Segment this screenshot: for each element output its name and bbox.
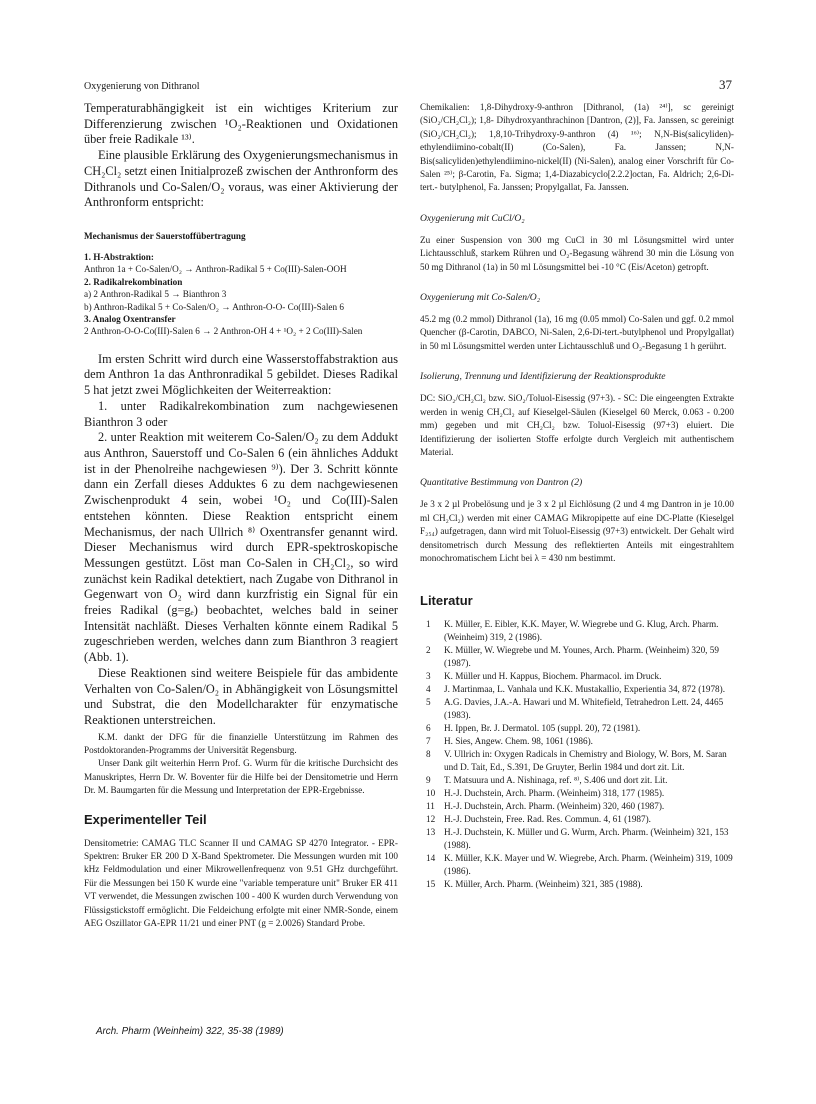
mechanism-equation: 2 Anthron-O-O-Co(III)-Salen 6 → 2 Anthron-OH 4 + ¹O₂ + 2 Co(III)-Salen bbox=[84, 326, 363, 337]
reference-item bbox=[420, 670, 734, 683]
reference-text: H.-J. Duchstein, Free. Rad. Res. Commun. 4, 61 (1987). bbox=[444, 814, 651, 825]
reference-text: H. Ippen, Br. J. Dermatol. 105 (suppl. 20), 72 (1981). bbox=[444, 723, 641, 734]
reference-number: 11 bbox=[426, 801, 435, 812]
mechanism-equation: a) 2 Anthron-Radikal 5 → Bianthron 3 bbox=[84, 289, 227, 300]
subsection-title: Oxygenierung mit CuCl/O₂ bbox=[420, 212, 525, 224]
reference-item bbox=[420, 800, 734, 813]
paragraph: 2. unter Reaktion mit weiterem Co-Salen/O₂ zu dem Addukt aus Anthron, Sauerstoff und Co-Salen 6 (ein ähnliches Addukt ist in der Phenolreihe nachgewiesen ⁹⁾). Der 3. Schritt könnte dann ein Zerfall dieses Adduktes 6 zu dem nachgewiesenen Zwischenprodukt 4 sein, wobei ¹O₂ und Co(III)-Salen entstehen könnten. Diese Reaktion entspricht einem Mechanismus, der nach Ullrich ⁸⁾ Oxentransfer genannt wird. Dieser Mechanismus wird durch EPR-spektroskopische Messungen gestützt. Löst man Co-Salen in CH₂Cl₂, so wird zunächst kein Radikal detektiert, nach Zugabe von Dithranol in Gegenwart von O₂ wird dann kurzfristig ein Signal für ein freies Radikal (g=gₑ) beobachtet, welches bald in seiner Intensität nachläßt. Dieses Verhalten könnte einem Radikal 5 zugeschrieben werden, welches dann zum Bianthron 3 reagiert (Abb. 1). bbox=[84, 430, 398, 665]
reference-number: 5 bbox=[426, 697, 431, 708]
reference-text: H.-J. Duchstein, K. Müller und G. Wurm, Arch. Pharm. (Weinheim) 321, 153 (1988). bbox=[444, 827, 729, 851]
reference-number: 6 bbox=[426, 723, 431, 734]
reference-list bbox=[420, 618, 734, 891]
reference-text: H.-J. Duchstein, Arch. Pharm. (Weinheim) 318, 177 (1985). bbox=[444, 788, 665, 799]
mechanism-block bbox=[84, 251, 398, 338]
reference-item bbox=[420, 813, 734, 826]
method-paragraph: 45.2 mg (0.2 mmol) Dithranol (1a), 16 mg (0.05 mmol) Co-Salen und ggf. 0.2 mmol Quencher (β-Carotin, DABCO, Ni-Salen, 2,6-Di-tert.-butylphenol und Propylgallat) in 50 ml Lösungsmittel werden unter Lichtausschluß und O₂-Begasung 1 h gerührt. bbox=[420, 314, 734, 351]
reference-number: 4 bbox=[426, 684, 431, 695]
reference-text: T. Matsuura und A. Nishinaga, ref. ⁸⁾, S.406 und dort zit. Lit. bbox=[444, 775, 668, 786]
reference-item bbox=[420, 735, 734, 748]
reference-item bbox=[420, 787, 734, 800]
mechanism-step-heading: 2. Radikalrekombination bbox=[84, 276, 183, 287]
acknowledgement: Unser Dank gilt weiterhin Herrn Prof. G. Wurm für die kritische Durchsicht des Manuskriptes, Herrn Dr. W. Boventer für die Hilfe bei der Densitometrie und Herrn Dr. M. Baumgarten für die Messung und Interpretation der EPR-Ergebnisse. bbox=[84, 758, 398, 796]
subsection-title: Quantitative Bestimmung von Dantron (2) bbox=[420, 477, 583, 489]
mechanism-step-heading: 3. Analog Oxentransfer bbox=[84, 313, 176, 324]
mechanism-equation: b) Anthron-Radikal 5 + Co-Salen/O₂ → Anthron-O-O- Co(III)-Salen 6 bbox=[84, 301, 344, 312]
method-paragraph: Je 3 x 2 µl Probelösung und je 3 x 2 µl Eichlösung (2 und 4 mg Dantron in je 10.00 ml CH₂Cl₂) werden mit einer CAMAG Mikropipette auf eine DC-Platte (Kieselgel F₂₅₄) aufgetragen, dann wird mit Toluol-Eisessig (97+3) entwickelt. Der Gehalt wird densitometrisch durch Messung des reflektierten Anteils mit eingestrahltem monochromatischem Licht bei λ = 430 nm bestimmt. bbox=[420, 499, 734, 563]
reference-text: K. Müller, W. Wiegrebe und M. Younes, Arch. Pharm. (Weinheim) 320, 59 (1987). bbox=[444, 645, 719, 669]
reference-text: K. Müller, K.K. Mayer und W. Wiegrebe, Arch. Pharm. (Weinheim) 319, 1009 (1986). bbox=[444, 853, 733, 877]
mechanism-equation: Anthron 1a + Co-Salen/O₂ → Anthron-Radikal 5 + Co(III)-Salen-OOH bbox=[84, 264, 347, 275]
chemicals-paragraph: Chemikalien: 1,8-Dihydroxy-9-anthron [Dithranol, (1a) ²⁴⁾], sc gereinigt (SiO₂/CH₂Cl₂); 1,8- Dihydroxyanthrachinon [Dantron, (2)], Fa. Janssen, sc gereinigt (SiO₂/CH₂Cl₂); 1,8,10-Trihydroxy-9-anthron (4) ¹⁶⁾; N,N-Bis(salicyliden)-ethylendiimino-cobalt(II) (Co-Salen), Fa. Janssen; N,N- Bis(salicyliden)ethylendiimino-nickel(II) (Ni-Salen), analog einer Vorschrift für Co-Salen ²⁵⁾; β-Carotin, Fa. Sigma; 1,4-Diazabicyclo[2.2.2]octan, Fa. Aldrich; 2,6-Di-tert.- butylphenol, Fa. Janssen; Propylgallat, Fa. Janssen. bbox=[420, 102, 734, 193]
reference-number: 12 bbox=[426, 814, 436, 825]
reference-number: 1 bbox=[426, 619, 431, 630]
reference-number: 3 bbox=[426, 671, 431, 682]
reference-number: 9 bbox=[426, 775, 431, 786]
reference-item bbox=[420, 774, 734, 787]
running-title: Oxygenierung von Dithranol bbox=[84, 81, 200, 92]
method-paragraph: DC: SiO₂/CH₂Cl₂ bzw. SiO₂/Toluol-Eisessig (97+3). - SC: Die eingeengten Extrakte werden in wenig CH₂Cl₂ auf Kieselgel-Säulen (Kieselgel 60 Merck, 0.063 - 0.200 mm) gegeben und mit CH₂Cl₂ bzw. Toluol-Eisessig (97+3) eluiert. Die Identifizierung der isolierten Stoffe erfolgte durch Vergleich mit authentischem Material. bbox=[420, 393, 734, 457]
paragraph: 1. unter Radikalrekombination zum nachgewiesenen Bianthron 3 oder bbox=[84, 398, 398, 429]
reference-text: K. Müller, E. Eibler, K.K. Mayer, W. Wiegrebe und G. Klug, Arch. Pharm. (Weinheim) 319, 2 (1986). bbox=[444, 619, 719, 643]
acknowledgement: K.M. dankt der DFG für die finanzielle Unterstützung im Rahmen des Postdoktoranden-Programms der Universität Regensburg. bbox=[84, 731, 398, 756]
reference-number: 14 bbox=[426, 853, 436, 864]
reference-text: K. Müller und H. Kappus, Biochem. Pharmacol. im Druck. bbox=[444, 671, 662, 682]
left-column bbox=[84, 101, 398, 931]
reference-item bbox=[420, 722, 734, 735]
method-paragraph: Zu einer Suspension von 300 mg CuCl in 30 ml Lösungsmittel wird unter Lichtausschluß, starkem Rühren und O₂-Begasung während 30 min die Lösung von 50 mg Dithranol (1a) in 50 ml Lösungsmittel bei -10 °C (Eis/Aceton) getropft. bbox=[420, 234, 734, 272]
reference-item bbox=[420, 852, 734, 878]
reference-number: 8 bbox=[426, 749, 431, 760]
reference-number: 2 bbox=[426, 645, 431, 656]
right-column bbox=[420, 101, 734, 891]
experimental-paragraph: Densitometrie: CAMAG TLC Scanner II und CAMAG SP 4270 Integrator. - EPR-Spektren: Bruker ER 200 D X-Band Spektrometer. Die Messungen wurden mit 100 kHz Feldmodulation und einer Mikrowellenfrequenz von 9.51 GHz durchgeführt. Für die Messungen bei 150 K wurde eine "variable temperature unit" Bruker ER 411 VT verwendet, die Messungen zwischen 100 - 400 K wurden durch Verwendung von Flüssigstickstoff ermöglicht. Die Feldeichung erfolgte mit einer NMR-Sonde, einem AEG Oszillator GA-EPR 11/21 und einer PNT (g = 2.0026) Standard Probe. bbox=[84, 837, 398, 929]
mechanism-step-heading: 1. H-Abstraktion: bbox=[84, 251, 154, 262]
reference-item bbox=[420, 696, 734, 722]
subsection-title: Oxygenierung mit Co-Salen/O₂ bbox=[420, 292, 541, 304]
reference-item bbox=[420, 618, 734, 644]
reference-number: 10 bbox=[426, 788, 436, 799]
reference-number: 15 bbox=[426, 879, 436, 890]
reference-number: 7 bbox=[426, 736, 431, 747]
reference-text: H. Sies, Angew. Chem. 98, 1061 (1986). bbox=[444, 736, 593, 747]
reference-text: A.G. Davies, J.A.-A. Hawari und M. Whitefield, Tetrahedron Lett. 24, 4465 (1983). bbox=[444, 697, 724, 721]
reference-number: 13 bbox=[426, 827, 436, 838]
paragraph: Diese Reaktionen sind weitere Beispiele für das ambidente Verhalten von Co-Salen/O₂ in Abhängigkeit von Lösungsmittel und Substrat, die den Modellcharakter für enzymatische Reaktionen unterstreichen. bbox=[84, 665, 398, 727]
reference-text: J. Martinmaa, L. Vanhala und K.K. Mustakallio, Experientia 34, 872 (1978). bbox=[444, 684, 726, 695]
page-number: 37 bbox=[719, 77, 732, 92]
reference-item bbox=[420, 683, 734, 696]
section-title: Experimenteller Teil bbox=[84, 811, 207, 827]
paragraph: Temperaturabhängigkeit ist ein wichtiges Kriterium zur Differenzierung zwischen ¹O₂-Reaktionen und Oxidationen über freie Radikale ¹³⁾. bbox=[84, 101, 398, 147]
mechanism-title: Mechanismus der Sauerstoffübertragung bbox=[84, 230, 246, 241]
reference-item bbox=[420, 748, 734, 774]
reference-text: V. Ullrich in: Oxygen Radicals in Chemistry and Biology, W. Bors, M. Saran und D. Tait, Ed., S.391, De Gruyter, Berlin 1984 und dort zit. Lit. bbox=[444, 749, 727, 773]
reference-text: K. Müller, Arch. Pharm. (Weinheim) 321, 385 (1988). bbox=[444, 879, 643, 890]
reference-item bbox=[420, 826, 734, 852]
reference-item bbox=[420, 644, 734, 670]
journal-footer: Arch. Pharm (Weinheim) 322, 35-38 (1989) bbox=[96, 1026, 284, 1037]
paragraph: Eine plausible Erklärung des Oxygenierungsmechanismus in CH₂Cl₂ setzt einen Initialprozeß zwischen der Anthronform des Dithranols und Co-Salen/O₂ voraus, was einer Aktivierung der Anthronform entspricht: bbox=[84, 148, 398, 210]
paragraph: Im ersten Schritt wird durch eine Wasserstoffabstraktion aus dem Anthron 1a das Anthronradikal 5 gebildet. Dieses Radikal 5 hat jetzt zwei Möglichkeiten der Weiterreaktion: bbox=[84, 351, 398, 398]
reference-item bbox=[420, 878, 734, 891]
reference-text: H.-J. Duchstein, Arch. Pharm. (Weinheim) 320, 460 (1987). bbox=[444, 801, 665, 812]
literature-title: Literatur bbox=[420, 593, 473, 609]
subsection-title: Isolierung, Trennung und Identifizierung der Reaktionsprodukte bbox=[420, 371, 666, 383]
